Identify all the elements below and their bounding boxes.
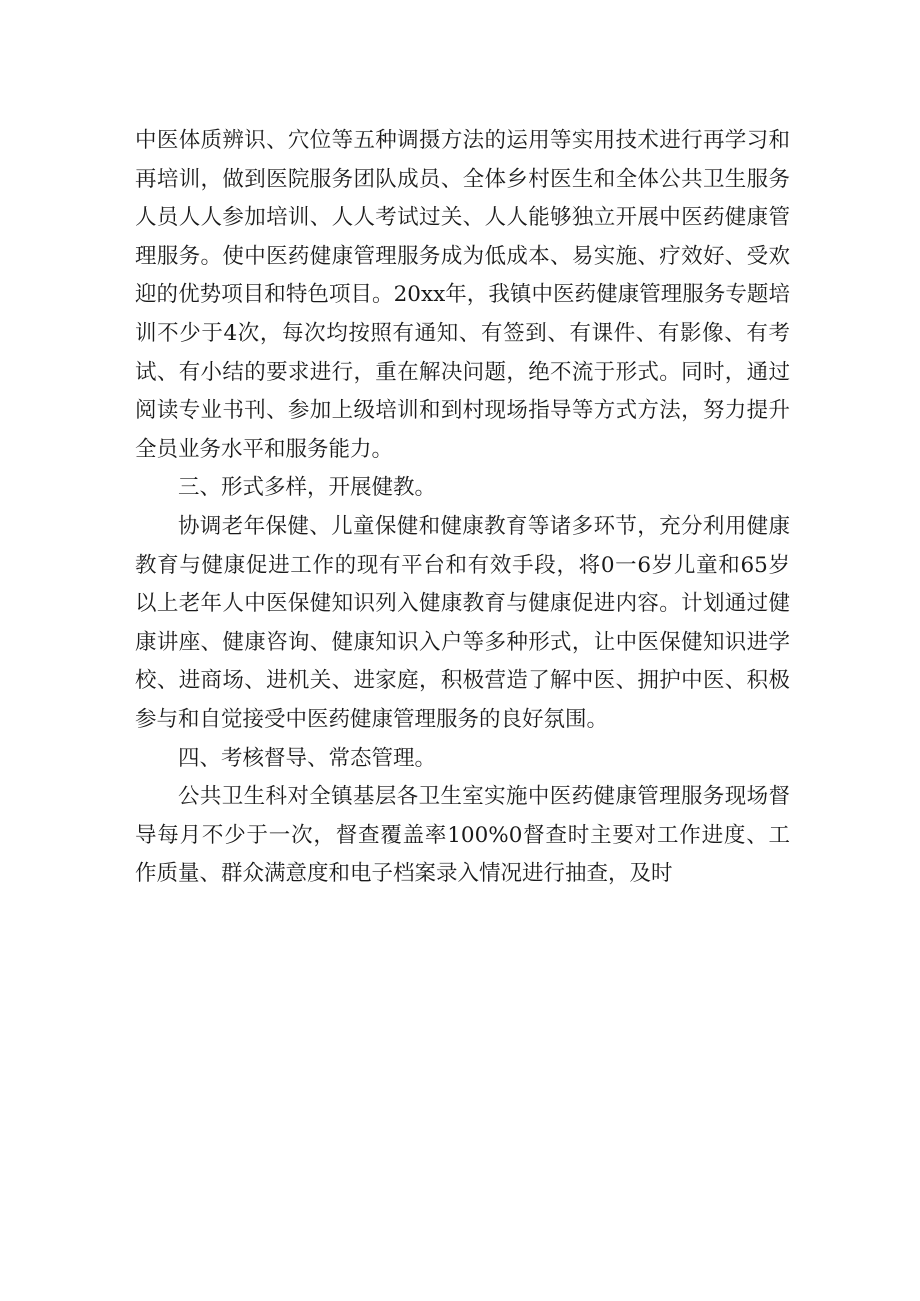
section-heading-4: 四、考核督导、常态管理。 bbox=[178, 745, 437, 771]
document-body bbox=[135, 122, 790, 894]
paragraph-supervision: 公共卫生科对全镇基层各卫生室实施中医药健康管理服务现场督导每月不少于一次，督查覆盖率100%0督查时主要对工作进度、工作质量、群众满意度和电子档案录入情况进行抽查，及时 bbox=[135, 784, 790, 887]
section-heading-3: 三、形式多样，开展健教。 bbox=[178, 475, 437, 501]
paragraph-health-education: 协调老年保健、儿童保健和健康教育等诸多环节，充分利用健康教育与健康促进工作的现有平台和有效手段，将0一6岁儿童和65岁以上老年人中医保健知识列入健康教育与健康促进内容。计划通过健康讲座、健康咨询、健康知识入户等多种形式，让中医保健知识进学校、进商场、进机关、进家庭，积极营造了解中医、拥护中医、积极参与和自觉接受中医药健康管理服务的良好氛围。 bbox=[135, 513, 790, 732]
paragraph-training: 中医体质辨识、穴位等五种调摄方法的运用等实用技术进行再学习和再培训，做到医院服务团队成员、全体乡村医生和全体公共卫生服务人员人人参加培训、人人考试过关、人人能够独立开展中医药健康管理服务。使中医药健康管理服务成为低成本、易实施、疗效好、受欢迎的优势项目和特色项目。20xx年，我镇中医药健康管理服务专题培训不少于4次，每次均按照有通知、有签到、有课件、有影像、有考试、有小结的要求进行，重在解决问题，绝不流于形式。同时，通过阅读专业书刊、参加上级培训和到村现场指导等方式方法，努力提升全员业务水平和服务能力。 bbox=[135, 128, 790, 462]
